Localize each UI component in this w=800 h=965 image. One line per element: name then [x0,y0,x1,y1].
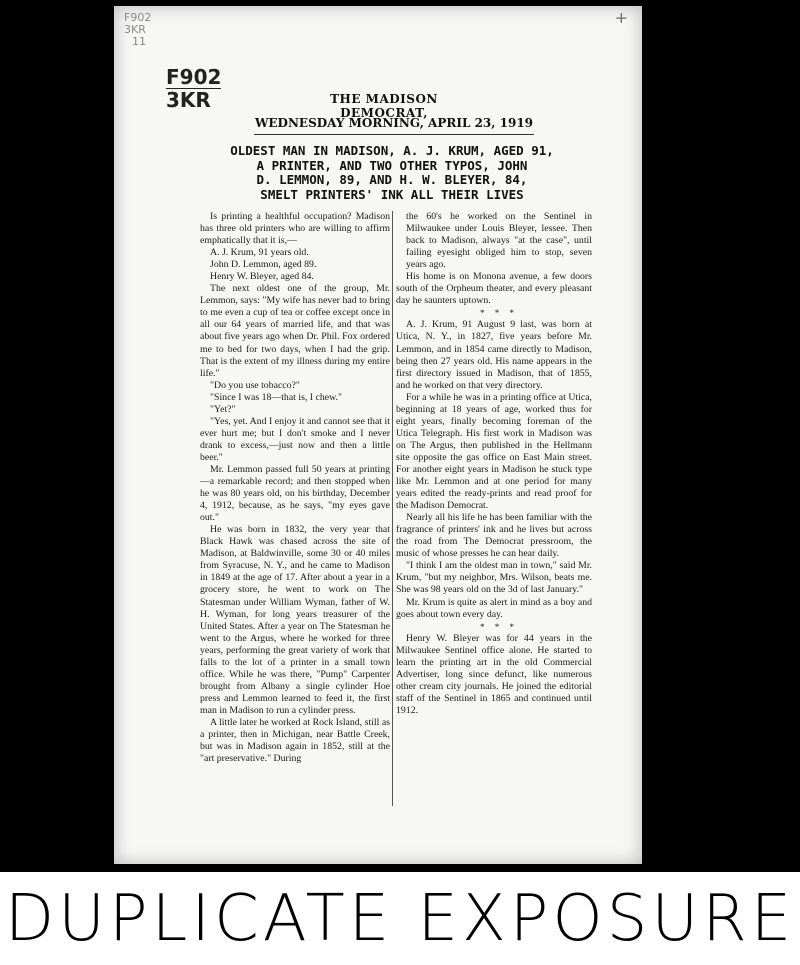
paragraph: A. J. Krum, 91 years old. [210,247,309,259]
headline-line: A PRINTER, AND TWO OTHER TYPOS, JOHN [256,157,528,173]
paragraph: Henry W. Bleyer, aged 84. [210,271,314,283]
column-divider [392,211,393,806]
paragraph: His home is on Monona avenue, a few doors south of the Orpheum theater, and every pleasant day he saunters uptown. [396,271,592,307]
article-column-left [200,211,390,765]
paragraph: "Yet?" [210,403,236,415]
plus-mark: + [614,8,628,27]
paragraph: A little later he worked at Rock Island, still as a printer, then in Michigan, near Battle Creek, but was in Madison again in 1852, still at the "art preservative." During [200,716,390,765]
headline-line: OLDEST MAN IN MADISON, A. J. KRUM, AGED 91, [230,143,554,158]
banner-text: DUPLICATE EXPOSURE [4,881,796,956]
paragraph: Is printing a healthful occupation? Madison has three old printers who are willing to affirm emphatically that it is,— [200,211,390,247]
paragraph: Mr. Krum is quite as alert in mind as a boy and goes about town every day. [396,596,592,620]
article-column-right [396,211,592,717]
headline-line: SMELT PRINTERS' INK ALL THEIR LIVES [260,186,524,202]
faint-handwritten-annotation [124,12,151,48]
paragraph: Nearly all his life he has been familiar with the fragrance of printers' ink and he lives but across the road from The Democrat pressroom, the music of whose presses he can hear daily. [396,512,592,560]
divider-rule [254,134,534,135]
paragraph: Henry W. Bleyer was for 44 years in the Milwaukee Sentinel office alone. He started to learn the printing art in the old Commercial Advertiser, long since defunct, like numerous other cream city journals. He joined the editorial staff of the Sentinel in 1865 and continued until 1912. [396,632,592,716]
headline-line: D. LEMMON, 89, AND H. W. BLEYER, 84, [256,172,528,188]
article-headline [194,144,590,202]
paragraph: the 60's he worked on the Sentinel in Milwaukee under Louis Bleyer, lessee. Then back to Madison, always "at the case", until failing eyesight obliged him to stop, seven years ago. [406,211,592,271]
newspaper-name: THE MADISON DEMOCRAT, [330,92,438,120]
paragraph: Mr. Lemmon passed full 50 years at printing—a remarkable record; and then stopped when he was 80 years old, on his birthday, December 4, 1912, because, as he says, "my eyes gave out." [200,463,390,524]
paragraph: He was born in 1832, the very year that Black Hawk was chased across the site of Madison, at Baldwinville, some 30 or 40 miles from Syracuse, N. Y., and he came to Madison in 1849 at the age of 17. After about a year in a grocery store, he went to work on The Statesman under William Wyman, father of W. H. Wyman, for long years treasurer of the United States. After a year on The Statesman he went to the Argus, where he worked for three years, performing the great variety of work that falls to the lot of a printer in a small town office. While he was there, "Pump" Carpenter brought from Albany a single cylinder Hoe press and Lemmon learned to feed it, the first man in Madison to run a cylinder press. [200,524,390,716]
handwritten-catalog-number [166,66,221,111]
paragraph: John D. Lemmon, aged 89. [210,259,317,271]
annotation-line: 11 [132,35,146,48]
annotation-line: F902 [124,11,152,24]
paragraph: The next oldest one of the group, Mr. Lemmon, says: "My wife has never had to bring to me even a cup of tea or coffee except once in all our 64 years of married life, and that was about five years ago when Dr. Phil. Fox ordered me to bed for two days, when I had the grip. That is the extent of my illness during my entire life." [200,283,390,379]
paragraph: "Since I was 18—that is, I chew." [210,391,342,403]
annotation-line: 3KR [124,23,146,36]
section-separator: * * * [480,308,518,319]
paragraph: A. J. Krum, 91 August 9 last, was born at Utica, N. Y., in 1827, five years before Mr. Lemmon, and in 1854 came directly to Madison, being then 27 years old. His name appears in the first directory issued in Madison, that of 1855, and he worked on that very directory. [396,319,592,391]
section-separator: * * * [480,621,518,632]
paragraph: "Do you use tobacco?" [210,379,300,391]
catalog-line: F902 [166,65,222,89]
paragraph: "I think I am the oldest man in town," said Mr. Krum, "but my neighbor, Mrs. Wilson, beats me. She was 98 years old on the 3d of last January." [396,560,592,596]
paragraph: For a while he was in a printing office at Utica, beginning at 18 years of age, worked thus for eight years, finally becoming foreman of the Utica Telegraph. His first work in Madison was on The Argus, then published in the Hellmann site opposite the gas office on East Main street. For another eight years in Madison he stuck type like Mr. Lemmon and at one period for many years edited the ready-prints and read proof for the Madison Democrat. [396,391,592,512]
dateline: WEDNESDAY MORNING, APRIL 23, 1919 [254,116,534,130]
duplicate-exposure-banner [0,872,800,965]
paragraph: "Yes, yet. And I enjoy it and cannot see that it ever hurt me; but I don't smoke and I never drank to excess,—just now and then a little beer." [200,415,390,463]
newspaper-clipping-sheet [114,6,642,864]
catalog-line: 3KR [166,88,221,111]
